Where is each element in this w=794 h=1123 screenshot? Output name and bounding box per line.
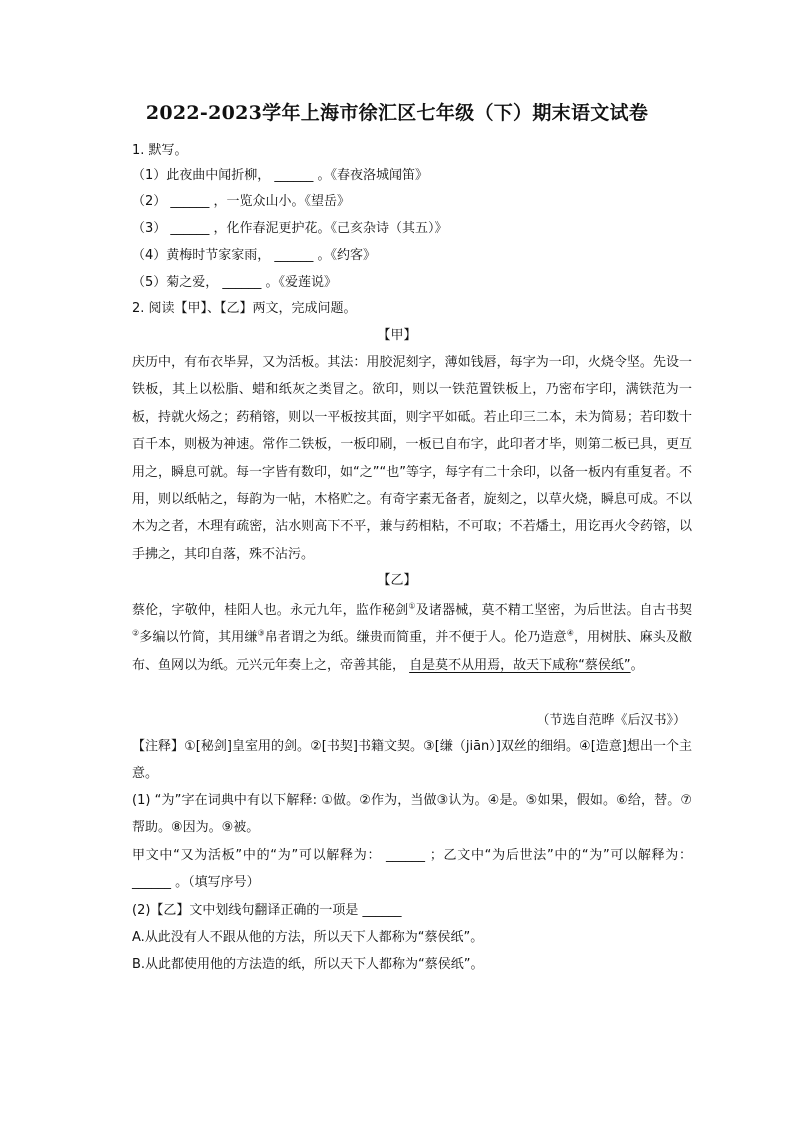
footnote-mark-1: ① (408, 601, 416, 611)
footnote-mark-2: ② (132, 629, 140, 639)
fill-blank-item-3: （3） ______ ，化作春泥更护花。《己亥杂诗（其五）》 (132, 221, 448, 236)
passage-jia-label: 【甲】 (377, 328, 417, 343)
footnote-mark-4: ④ (566, 629, 574, 639)
sub-question-1-definitions: (1) “为”字在词典中有以下解释: ①做。②作为，当做③认为。④是。⑤如果，假如。⑥给，替。⑦帮助。⑧因为。⑨被。 (132, 793, 692, 836)
underlined-sentence: 自是莫不从用焉，故天下咸称“蔡侯纸” (409, 657, 631, 673)
passage-yi-label: 【乙】 (377, 573, 417, 588)
exam-title: 2022-2023学年上海市徐汇区七年级（下）期末语文试卷 (145, 102, 649, 124)
passage-yi-text: 蔡伦，字敬仲，桂阳人也。永元九年，监作秘剑①及诸器械，莫不精工坚密，为后世法。自古书契②多编以竹简，其用缣③帛者谓之为纸。缣贵而简重，并不便于人。伦乃造意④，用树肤、麻头及敝布、鱼网以为纸。元兴元年奏上之，帝善其能， 自是莫不从用焉，故天下咸称“蔡侯纸”。 (132, 601, 693, 673)
sub-question-1-prompt: 甲文中“又为活板”中的“为”可以解释为： ______ ；乙文中“为后世法”中的“为”可以解释为： ______ 。（填写序号） (132, 848, 692, 891)
question-1-heading: 1. 默写。 (132, 143, 188, 158)
option-a: A.从此没有人不跟从他的方法，所以天下人都称为“蔡侯纸”。 (132, 930, 484, 945)
question-2-heading: 2. 阅读【甲】、【乙】两文，完成问题。 (132, 301, 357, 316)
footnote-mark-3: ③ (257, 629, 265, 639)
annotations: 【注释】①[秘剑]皇室用的剑。②[书契]书籍文契。③[缣（jiān）]双丝的细绢。④[造意]想出一个主意。 (132, 739, 692, 782)
passage-source: （节选自范晔《后汉书》） (536, 713, 686, 728)
fill-blank-item-4: （4）黄梅时节家家雨， ______ 。《约客》 (132, 248, 377, 263)
fill-blank-item-1: （1）此夜曲中闻折柳， ______ 。《春夜洛城闻笛》 (132, 168, 429, 183)
sub-question-2-prompt: (2)【乙】文中划线句翻译正确的一项是 ______ (132, 903, 402, 918)
option-b: B.从此都使用他的方法造的纸，所以天下人都称为“蔡侯纸”。 (132, 957, 484, 972)
fill-blank-item-5: （5）菊之爱， ______ 。《爱莲说》 (132, 275, 338, 290)
passage-jia-text: 庆历中，有布衣毕昇，又为活板。其法：用胶泥刻字，薄如钱唇，每字为一印，火烧令坚。先设一铁板，其上以松脂、蜡和纸灰之类冒之。欲印，则以一铁范置铁板上，乃密布字印，满铁范为一板，持就火炀之；药稍镕，则以一平板按其面，则字平如砥。若止印三二本，未为简易；若印数十百千本，则极为神速。常作二铁板，一板印刷，一板已自布字，此印者才毕，则第二板已具，更互用之，瞬息可就。每一字皆有数印，如“之”“也”等字，每字有二十余印，以备一板内有重复者。不用，则以纸帖之，每韵为一帖，木格贮之。有奇字素无备者，旋刻之，以草火烧，瞬息可成。不以木为之者，木理有疏密，沾水则高下不平，兼与药相粘，不可取；不若燔土，用讫再火令药镕，以手拂之，其印自落，殊不沾污。 (132, 355, 692, 562)
fill-blank-item-2: （2） ______ ，一览众山小。《望岳》 (132, 194, 351, 209)
